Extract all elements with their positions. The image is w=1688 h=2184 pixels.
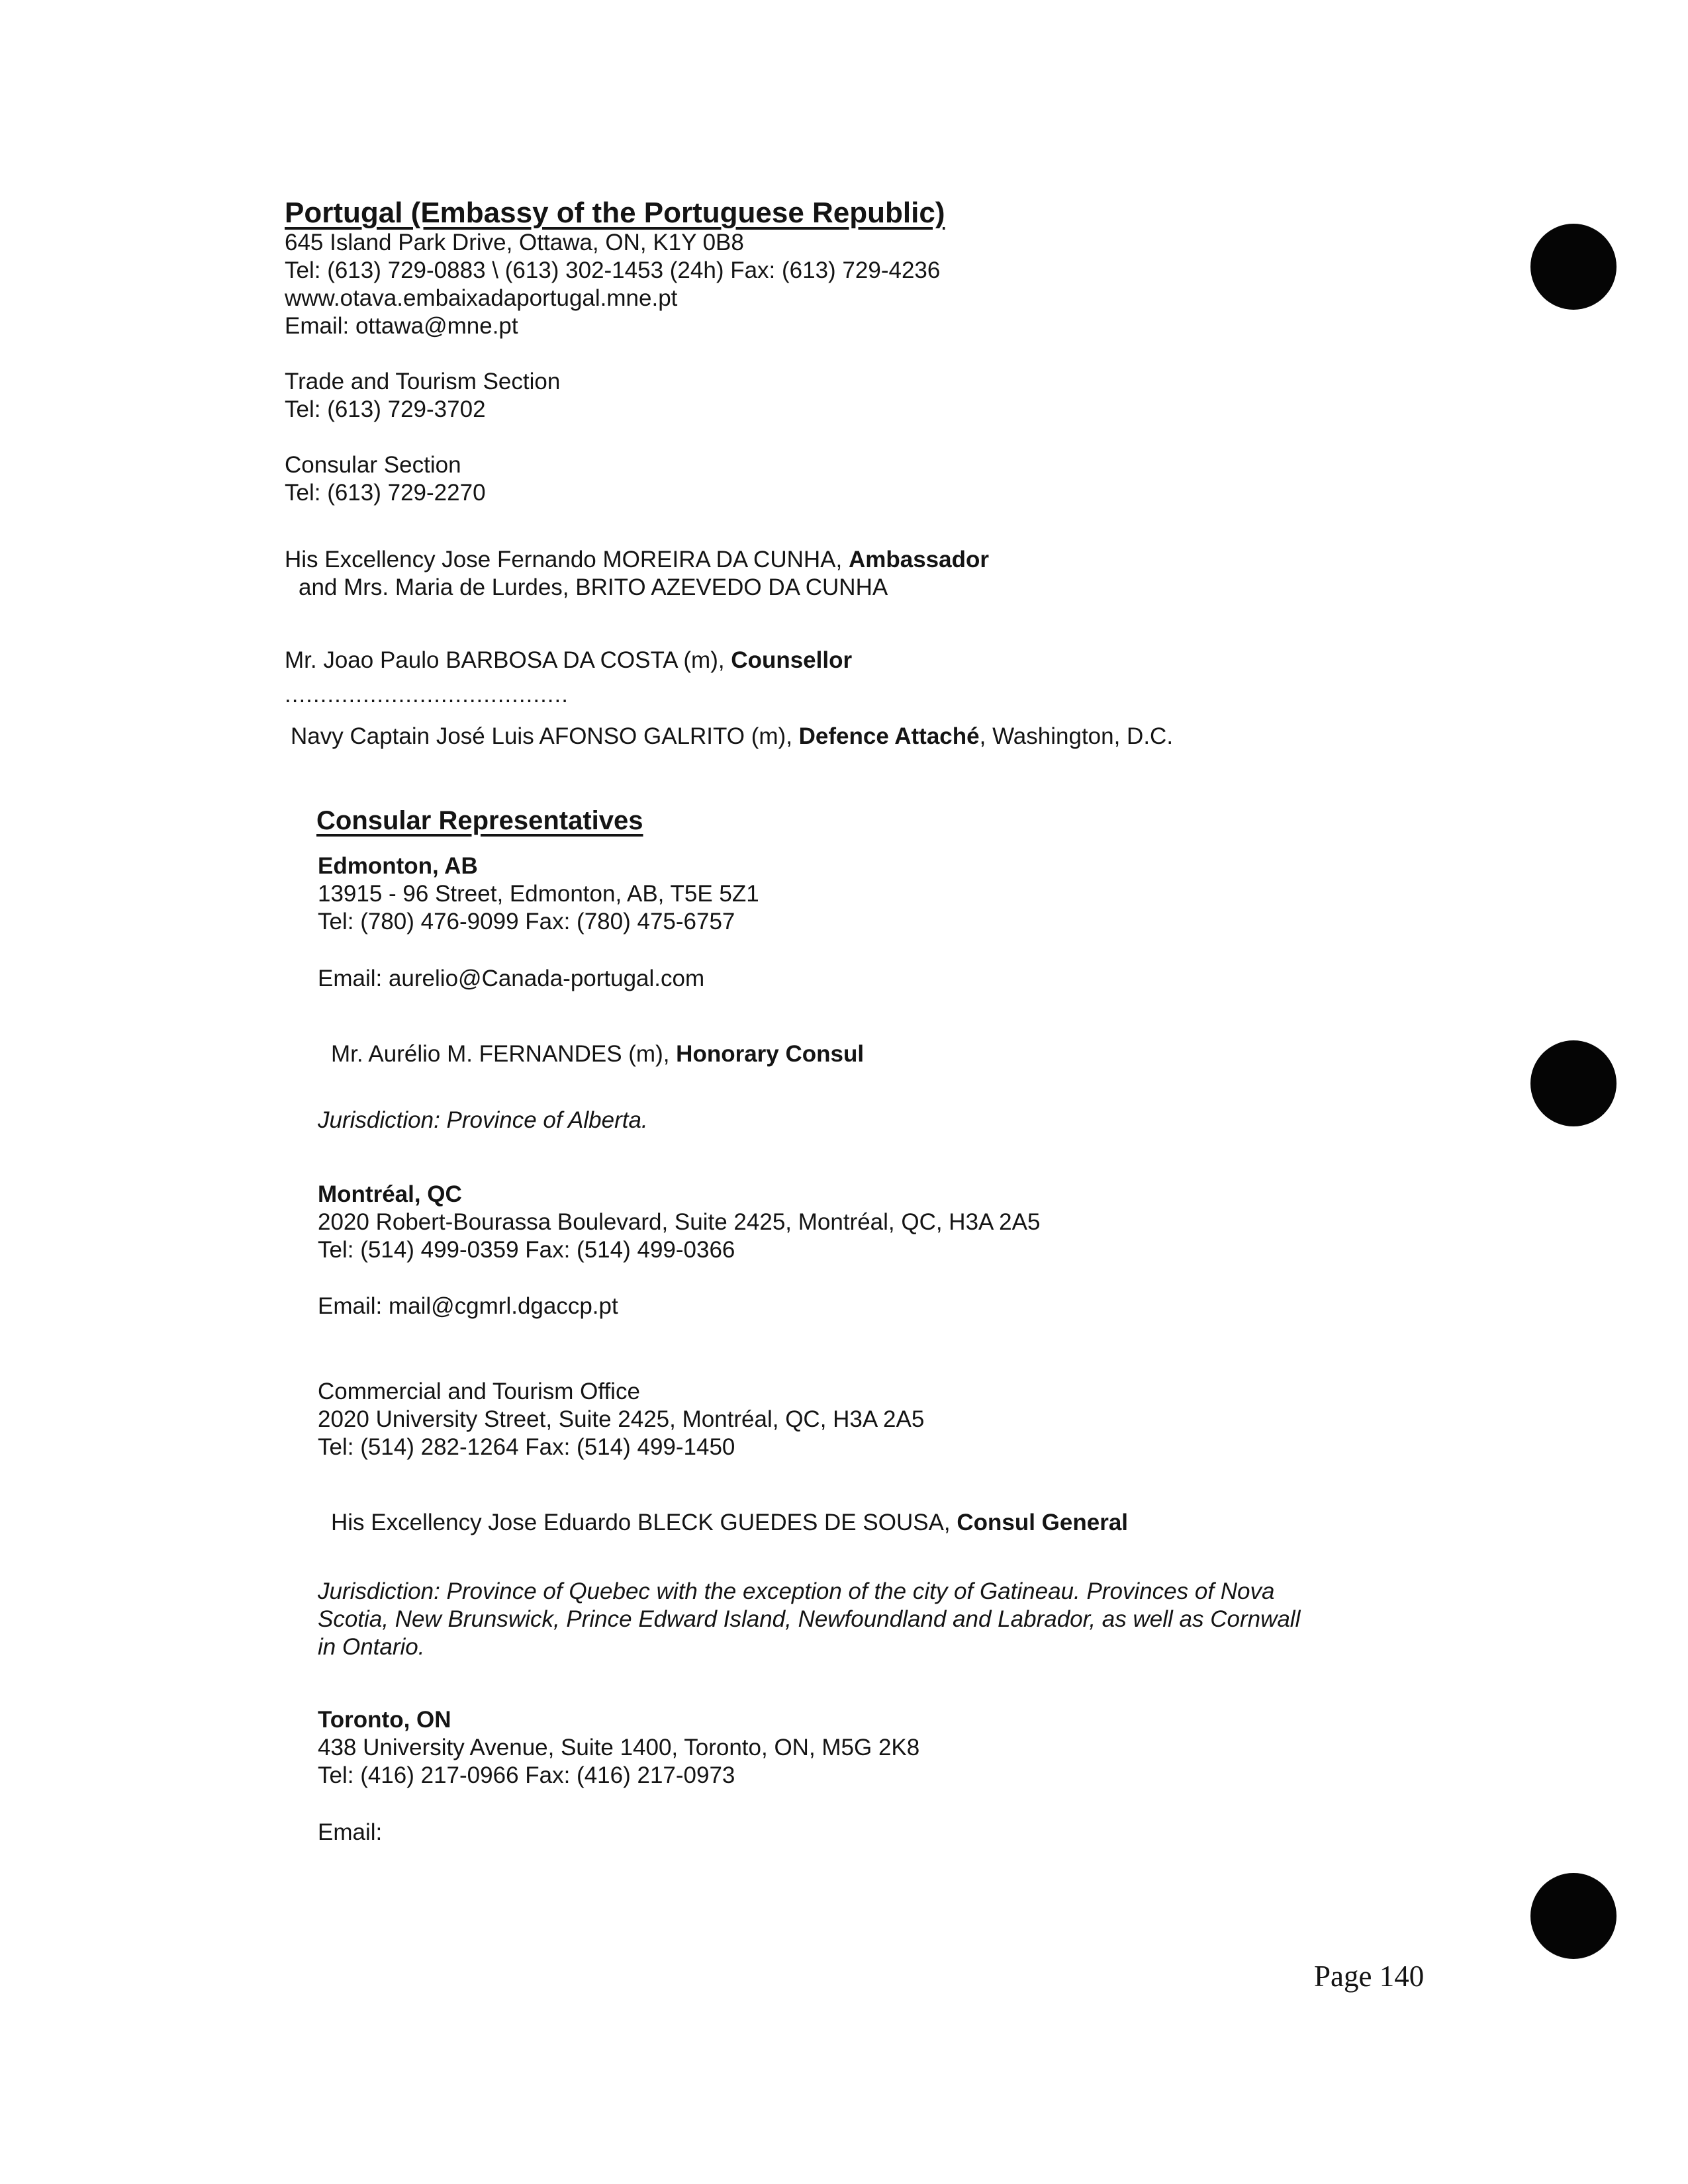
toronto-phones: Tel: (416) 217-0966 Fax: (416) 217-0973 <box>318 1762 735 1788</box>
montreal-office-phones: Tel: (514) 282-1264 Fax: (514) 499-1450 <box>318 1434 735 1460</box>
consular-heading: Consular Representatives <box>316 806 643 835</box>
consular-section-tel: Tel: (613) 729-2270 <box>285 480 486 506</box>
punch-hole <box>1530 1040 1617 1126</box>
edmonton-officer-title: Honorary Consul <box>676 1041 865 1067</box>
montreal-city: Montréal, QC <box>318 1181 462 1207</box>
edmonton-jurisdiction: Jurisdiction: Province of Alberta. <box>318 1107 648 1133</box>
montreal-officer-title: Consul General <box>957 1510 1129 1535</box>
montreal-address: 2020 Robert-Bourassa Boulevard, Suite 2425, Montréal, QC, H3A 2A5 <box>318 1209 1041 1235</box>
ambassador-spouse: and Mrs. Maria de Lurdes, BRITO AZEVEDO DA CUNHA <box>299 574 888 600</box>
embassy-email[interactable]: Email: ottawa@mne.pt <box>285 313 518 339</box>
edmonton-officer-name: Mr. Aurélio M. FERNANDES (m), <box>331 1041 677 1067</box>
edmonton-phones: Tel: (780) 476-9099 Fax: (780) 475-6757 <box>318 909 735 934</box>
embassy-address: 645 Island Park Drive, Ottawa, ON, K1Y 0B8 <box>285 230 744 255</box>
embassy-heading: Portugal (Embassy of the Portuguese Republic) <box>285 197 945 229</box>
trade-section-tel: Tel: (613) 729-3702 <box>285 396 486 422</box>
ambassador-line <box>285 546 989 574</box>
montreal-office-name: Commercial and Tourism Office <box>318 1379 640 1404</box>
punch-hole <box>1530 1873 1617 1959</box>
counsellor-name: Mr. Joao Paulo BARBOSA DA COSTA (m), <box>285 647 731 673</box>
montreal-email[interactable]: Email: mail@cgmrl.dgaccp.pt <box>318 1293 618 1319</box>
consular-section-name: Consular Section <box>285 452 461 478</box>
montreal-office-address: 2020 University Street, Suite 2425, Montréal, QC, H3A 2A5 <box>318 1406 925 1432</box>
ambassador-title: Ambassador <box>848 547 989 572</box>
edmonton-officer-line <box>331 1040 864 1068</box>
defence-attache-name: Navy Captain José Luis AFONSO GALRITO (m), <box>291 723 799 749</box>
toronto-email: Email: <box>318 1819 383 1845</box>
counsellor-line <box>285 647 852 674</box>
page-number: Page 140 <box>1314 1960 1425 1993</box>
montreal-officer-name: His Excellency Jose Eduardo BLECK GUEDES DE SOUSA, <box>331 1510 957 1535</box>
edmonton-address: 13915 - 96 Street, Edmonton, AB, T5E 5Z1 <box>318 881 759 907</box>
montreal-officer-line <box>331 1509 1128 1537</box>
defence-attache-line <box>291 723 1173 751</box>
embassy-phones: Tel: (613) 729-0883 \ (613) 302-1453 (24h) Fax: (613) 729-4236 <box>285 257 941 283</box>
montreal-jurisdiction-line: in Ontario. <box>318 1634 425 1660</box>
ambassador-name: His Excellency Jose Fernando MOREIRA DA CUNHA, <box>285 547 849 572</box>
toronto-address: 438 University Avenue, Suite 1400, Toronto, ON, M5G 2K8 <box>318 1735 920 1760</box>
edmonton-email[interactable]: Email: aurelio@Canada-portugal.com <box>318 966 705 991</box>
defence-attache-suffix: , Washington, D.C. <box>979 723 1174 749</box>
edmonton-city: Edmonton, AB <box>318 853 478 879</box>
punch-hole <box>1530 224 1617 310</box>
montreal-jurisdiction-line: Scotia, New Brunswick, Prince Edward Island, Newfoundland and Labrador, as well as Cornwall <box>318 1606 1301 1632</box>
counsellor-title: Counsellor <box>731 647 853 673</box>
montreal-jurisdiction-line: Jurisdiction: Province of Quebec with the exception of the city of Gatineau. Provinces of Nova <box>318 1578 1275 1604</box>
embassy-website[interactable]: www.otava.embaixadaportugal.mne.pt <box>285 285 678 311</box>
toronto-city: Toronto, ON <box>318 1707 451 1733</box>
montreal-phones: Tel: (514) 499-0359 Fax: (514) 499-0366 <box>318 1237 735 1263</box>
trade-section-name: Trade and Tourism Section <box>285 369 561 394</box>
defence-attache-title: Defence Attaché <box>798 723 980 749</box>
separator-dots: ........................................ <box>285 682 569 707</box>
